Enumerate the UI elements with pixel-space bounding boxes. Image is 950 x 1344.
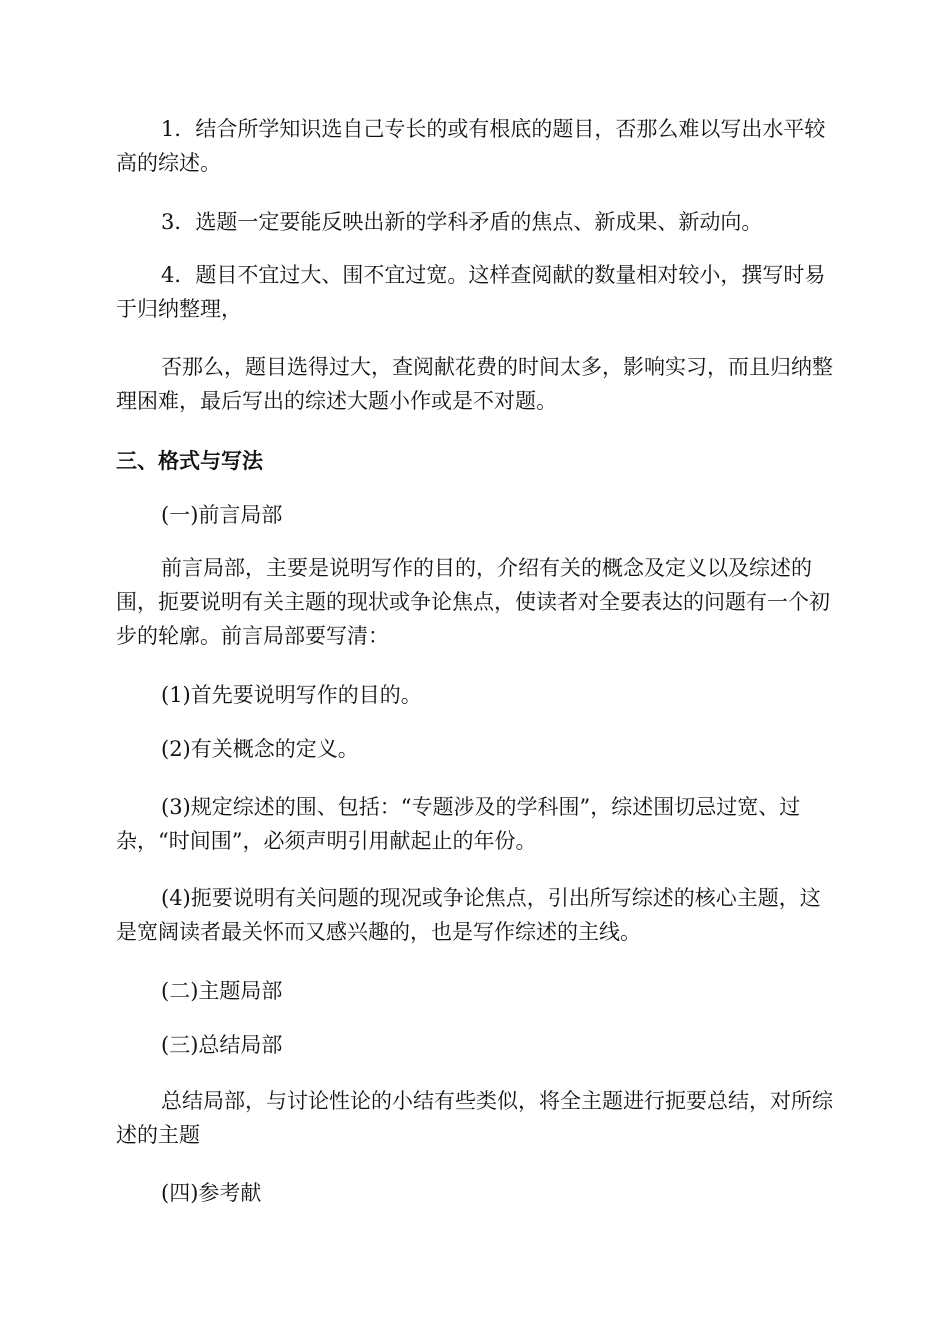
list-item-4: (4)扼要说明有关问题的现况或争论焦点，引出所写综述的核心主题，这是宽阔读者最关怀而又感兴趣的，也是写作综述的主线。	[116, 886, 821, 944]
paragraph-summary-body: 总结局部，与讨论性论的小结有些类似，将全主题进行扼要总结，对所综述的主题	[116, 1089, 833, 1147]
subheading-summary: (三)总结局部	[161, 1033, 283, 1057]
paragraph-item-4: 4．题目不宜过大、围不宜过宽。这样查阅献的数量相对较小，撰写时易于归纳整理，	[116, 263, 826, 321]
list-item-1: (1)首先要说明写作的目的。	[161, 683, 422, 707]
paragraph-continuation: 否那么，题目选得过大，查阅献花费的时间太多，影响实习，而且归纳整理困难，最后写出的综述大题小作或是不对题。	[116, 355, 833, 413]
paragraph-item-1: 1．结合所学知识选自己专长的或有根底的题目，否那么难以写出水平较高的综述。	[116, 117, 826, 175]
paragraph-preface-body: 前言局部，主要是说明写作的目的，介绍有关的概念及定义以及综述的围，扼要说明有关主题的现状或争论焦点，使读者对全要表达的问题有一个初步的轮廓。前言局部要写清：	[116, 556, 830, 648]
paragraph-item-3: 3．选题一定要能反映出新的学科矛盾的焦点、新成果、新动向。	[161, 210, 763, 234]
subheading-references: (四)参考献	[161, 1181, 262, 1205]
subheading-main-topic: (二)主题局部	[161, 979, 283, 1003]
list-item-2: (2)有关概念的定义。	[161, 737, 359, 761]
subheading-preface: (一)前言局部	[161, 503, 283, 527]
section-heading-format: 三、格式与写法	[116, 449, 263, 473]
list-item-3: (3)规定综述的围、包括：“专题涉及的学科围”，综述围切忌过宽、过杂，“时间围”，必须声明引用献起止的年份。	[116, 795, 801, 853]
